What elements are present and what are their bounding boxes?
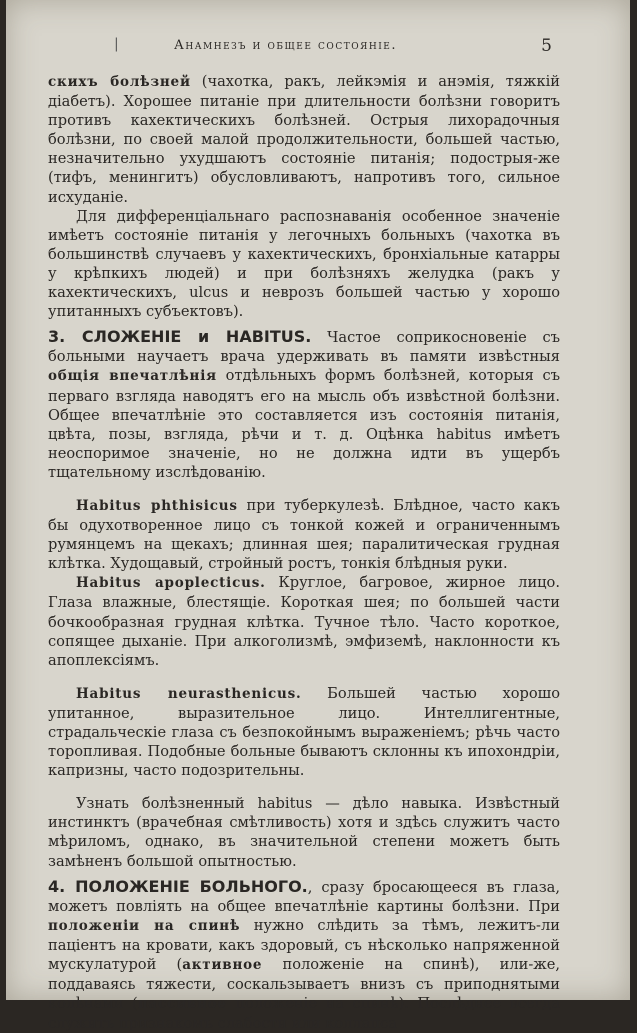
text-run: Узнать болѣзненный habitus — дѣло навыка. Извѣстный инстинктъ (врачебная смѣтливость) хотя и здѣсь служитъ часто мѣриломъ, однако, въ значительной степени можетъ быть замѣненъ большой опытностью.: [48, 795, 560, 870]
text-run: отдѣльныхъ формъ болѣзней, которыя съ перваго взгляда наводятъ его на мысль объ извѣстной болѣзни. Общее впечатлѣніе это составляется изъ состоянія питанія, цвѣта, позы, взгляда, рѣчи и т. д. Оцѣнка habitus имѣетъ неоспоримое значеніе, но не должна идти въ ущербъ тщательному изслѣдованію.: [48, 367, 561, 481]
emphasis-term: пассивное: [137, 996, 227, 1013]
text-run: при туберкулезѣ. Блѣдное, часто какъ бы одухотворенное лицо съ тонкой кожей и ограниченнымъ румянцемъ на щекахъ; длинная шея; паралитическая грудная клѣтка. Худощавый, стройный ростъ, тонкія блѣдныя руки.: [48, 496, 560, 573]
paragraph-p2: [48, 207, 560, 322]
paragraph-p1: [48, 72, 560, 207]
text-run: нужно слѣдить за тѣмъ, лежитъ-ли паціентъ на кровати, какъ здоровый, съ нѣсколько напряженной мускулатурой (: [48, 916, 560, 974]
paragraph-p8: [48, 877, 560, 1033]
emphasis-term: Habitus neurasthenicus.: [76, 685, 302, 702]
emphasis-term: Habitus apoplecticus.: [76, 575, 266, 592]
page-number: 5: [541, 36, 552, 56]
section-heading: 4. ПОЛОЖЕНІЕ БОЛЬНОГО.: [48, 876, 308, 896]
text-run: (чахотка, ракъ, лейкэмія и анэмія, тяжкій діабетъ). Хорошее питаніе при длительности болѣзни говоритъ противъ кахектическихъ болѣзней. Острыя лихорадочныя болѣзни, по своей малой продолжительности, большей частью, незначительно ухудшаютъ состояніе питанія; подострыя-же (тифъ, менингитъ) обусловливаютъ, напротивъ того, сильное исхуданіе.: [48, 73, 560, 206]
paragraph-p4: [48, 496, 560, 573]
text-run: положеніе на спинѣ). Послѣднее всегда служитъ признакомъ слабости или коллапса: [48, 995, 560, 1033]
emphasis-term: скихъ болѣзней: [48, 74, 191, 90]
emphasis-term: активное: [182, 957, 263, 974]
text-run: положеніе на спинѣ), или-же, поддаваясь тяжести, соскальзываетъ внизъ съ приподнятыми колѣнами (: [48, 956, 560, 1013]
paragraph-p7: [48, 794, 560, 870]
text-run: Круглое, багровое, жирное лицо. Глаза влажные, блестящіе. Короткая шея; по большей части бочкообразная грудная клѣтка. Тучное тѣло. Часто короткое, сопящее дыханіе. При алкоголизмѣ, эмфиземѣ, наклонности къ апоплексіямъ.: [48, 574, 560, 669]
margin-mark: |: [114, 36, 119, 52]
paragraph-p3: [48, 327, 560, 482]
paragraph-gap: [48, 482, 560, 496]
text-run: Частое соприкосновеніе съ больными научаетъ врача удерживать въ памяти извѣстныя: [48, 329, 560, 366]
running-head: [6, 36, 630, 58]
emphasis-term: Habitus phthisicus: [76, 497, 238, 514]
text-run: Для дифференціальнаго распознаванія особенное значеніе имѣетъ состояніе питанія у легочныхъ больныхъ (чахотка въ большинствѣ случаевъ у кахектическихъ, бронхіальные катарры у крѣпкихъ людей) и при болѣзняхъ желудка (ракъ у кахектическихъ, ulcus и неврозъ большей частью у хорошо упитанныхъ субъектовъ).: [48, 207, 560, 321]
book-page: [6, 0, 630, 1033]
text-run: , сразу бросающееся въ глаза, можетъ повліять на общее впечатлѣніе картины болѣзни. При: [48, 878, 560, 915]
text-run: Большей частью хорошо упитанное, выразительное лицо. Интеллигентные, страдальческіе глаза съ безпокойнымъ выраженіемъ; рѣчь часто торопливая. Подобные больные бываютъ склонны къ ипохондріи, капризны, часто подозрительны.: [48, 684, 560, 780]
paragraph-gap: [48, 780, 560, 794]
running-title: Анамнезъ и общее состояніе.: [174, 38, 397, 53]
body-text: [48, 72, 560, 1033]
section-heading: 3. СЛОЖЕНІЕ и HABITUS.: [48, 327, 312, 347]
emphasis-term: положеніи на спинѣ: [48, 917, 241, 934]
paragraph-gap: [48, 670, 560, 684]
paragraph-p6: [48, 684, 560, 780]
emphasis-term: общія впечатлѣнія: [48, 368, 217, 385]
paragraph-p5: [48, 573, 560, 669]
